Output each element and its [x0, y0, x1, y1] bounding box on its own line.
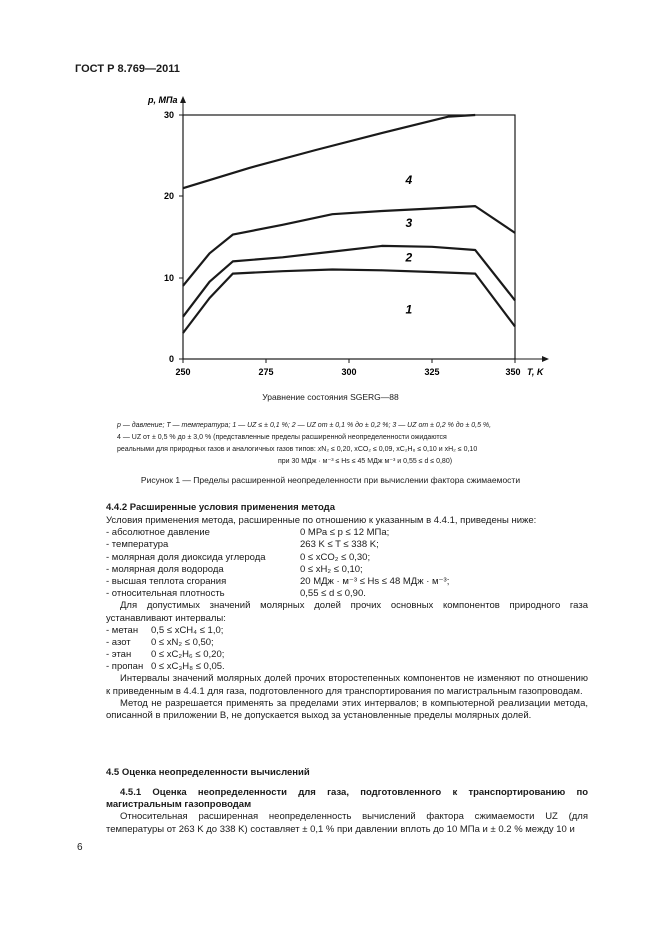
condition-value: 0,55 ≤ d ≤ 0,90. [300, 588, 366, 600]
condition-row [106, 576, 588, 588]
series-line-2 [183, 246, 515, 317]
legend-line [117, 444, 613, 456]
condition-row [106, 539, 588, 551]
condition-row [106, 527, 588, 539]
gas-row [106, 625, 588, 637]
curve-label-2: 2 [405, 250, 413, 265]
condition-name: - высшая теплота сгорания [106, 575, 227, 587]
gas-value: 0 ≤ xN₂ ≤ 0,50; [151, 636, 214, 648]
pressure-temperature-chart [130, 90, 560, 380]
x-axis-label: T, K [527, 367, 544, 377]
series-line-4 [183, 115, 475, 188]
gas-name: - метан [106, 624, 139, 636]
curve-label-4: 4 [405, 173, 413, 188]
figure-caption: Рисунок 1 — Пределы расширенной неопределенности при вычислении фактора сжимаемости [140, 475, 521, 485]
document-header: ГОСТ Р 8.769—2011 [75, 63, 180, 75]
series-layer [183, 115, 515, 333]
legend-text: реальными для природных газов и аналогичных газов типов: [117, 446, 316, 453]
series-line-1 [183, 270, 515, 334]
condition-row [106, 564, 588, 576]
legend-line: 4 — UZ от ± 0,5 % до ± 3,0 % (представленные пределы расширенной неопределенности ожидаются [117, 434, 447, 441]
page-number: 6 [77, 842, 83, 853]
paragraph: Интервалы значений молярных долей прочих второстепенных компонентов не изменяют по отношению к приведенным в 4.4.1 для газа, подготовленного для транспортирования по магистральным газопроводам. [106, 673, 588, 697]
y-axis-label: p, МПа [148, 95, 178, 105]
legend-text: x [317, 446, 322, 453]
condition-name: - температура [106, 539, 169, 551]
legend-text: N₂ ≤ 0,20, x [321, 446, 358, 453]
x-tick-label: 325 [424, 367, 440, 377]
x-tick-label: 300 [341, 367, 357, 377]
legend-text: C₂H₆ ≤ 0,10 и x [399, 446, 449, 453]
paragraph: Относительная расширенная неопределенность вычислений фактора сжимаемости UZ (для температуры от 263 K до 338 K) составляет ± 0,1 % при давлении вплоть до 10 МПа и ± 0.2 % между 10 и [106, 811, 588, 835]
paragraph: Метод не разрешается применять за пределами этих интервалов; в компьютерной реализации метода, описанной в приложении В, не допускается выход за установленные пределы молярных долей. [106, 697, 588, 722]
chart-caption: Уравнение состояния SGERG—88 [262, 392, 399, 402]
y-ticks [179, 115, 183, 359]
legend-line: при 30 МДж · м⁻³ ≤ Hs ≤ 45 МДж м⁻³ и 0,55 ≤ d ≤ 0,80) [277, 458, 453, 465]
section-body-4-4-2 [106, 515, 588, 722]
x-tick-label: 250 [175, 367, 191, 377]
condition-row [106, 588, 588, 600]
condition-name: - молярная доля диоксида углерода [106, 551, 266, 563]
paragraph: Условия применения метода, расширенные по отношению к указанным в 4.4.1, приведены ниже: [106, 515, 537, 526]
x-axis-arrow [542, 356, 549, 362]
x-ticks [183, 359, 515, 363]
gas-value: 0,5 ≤ xCH₄ ≤ 1,0; [151, 624, 224, 636]
y-tick-label: 10 [163, 273, 174, 283]
curve-label-3: 3 [405, 216, 413, 231]
condition-value: 20 МДж · м⁻³ ≤ Hs ≤ 48 МДж · м⁻³; [300, 575, 450, 587]
condition-value: 0 ≤ xH₂ ≤ 0,10; [300, 563, 363, 575]
gas-name: - азот [106, 636, 131, 648]
legend-line: p — давление; T — температура; 1 — UZ ≤ ± 0,1 %; 2 — UZ от ± 0,1 % до ± 0,2 %; 3 — UZ от ± 0,2 % до ± 0,5 %, [117, 422, 492, 429]
gas-row [106, 661, 588, 673]
gas-value: 0 ≤ xC₃H₈ ≤ 0,05. [151, 661, 225, 673]
condition-value: 263 K ≤ T ≤ 338 K; [300, 539, 379, 551]
curve-label-1: 1 [405, 302, 413, 317]
plot-frame [183, 115, 515, 359]
section-title-4-5-1: 4.5.1 Оценка неопределенности для газа, подготовленного к транспортированию по магистральным газопроводам [106, 787, 588, 811]
paragraph: Для допустимых значений молярных долей прочих основных компонентов природного газа устанавливают интервалы: [106, 600, 588, 624]
section-title-4-4-2: 4.4.2 Расширенные условия применения метода [106, 502, 335, 513]
y-tick-label: 30 [163, 110, 174, 120]
condition-name: - относительная плотность [106, 588, 225, 600]
figure-legend [117, 420, 613, 468]
condition-value: 0 МРа ≤ p ≤ 12 МПа; [300, 527, 390, 539]
gas-row [106, 649, 588, 661]
condition-name: - молярная доля водорода [106, 563, 224, 575]
curve-labels [404, 173, 412, 316]
y-axis-arrow [180, 96, 186, 103]
legend-text: CO₂ ≤ 0,09, x [357, 446, 400, 453]
x-tick-label: 350 [505, 367, 521, 377]
y-tick-label: 0 [168, 354, 174, 364]
condition-value: 0 ≤ xCO₂ ≤ 0,30; [300, 551, 371, 563]
gas-row [106, 637, 588, 649]
gas-name: - этан [106, 649, 132, 661]
section-title-4-5: 4.5 Оценка неопределенности вычислений [106, 767, 310, 778]
legend-text: H₂ ≤ 0,10 [448, 446, 478, 453]
condition-row [106, 552, 588, 564]
condition-name: - абсолютное давление [106, 527, 210, 539]
section-body-4-5-1 [106, 787, 588, 836]
gas-value: 0 ≤ xC₂H₆ ≤ 0,20; [151, 649, 225, 661]
x-tick-label: 275 [258, 367, 274, 377]
gas-name: - пропан [106, 661, 144, 673]
y-tick-label: 20 [163, 191, 174, 201]
